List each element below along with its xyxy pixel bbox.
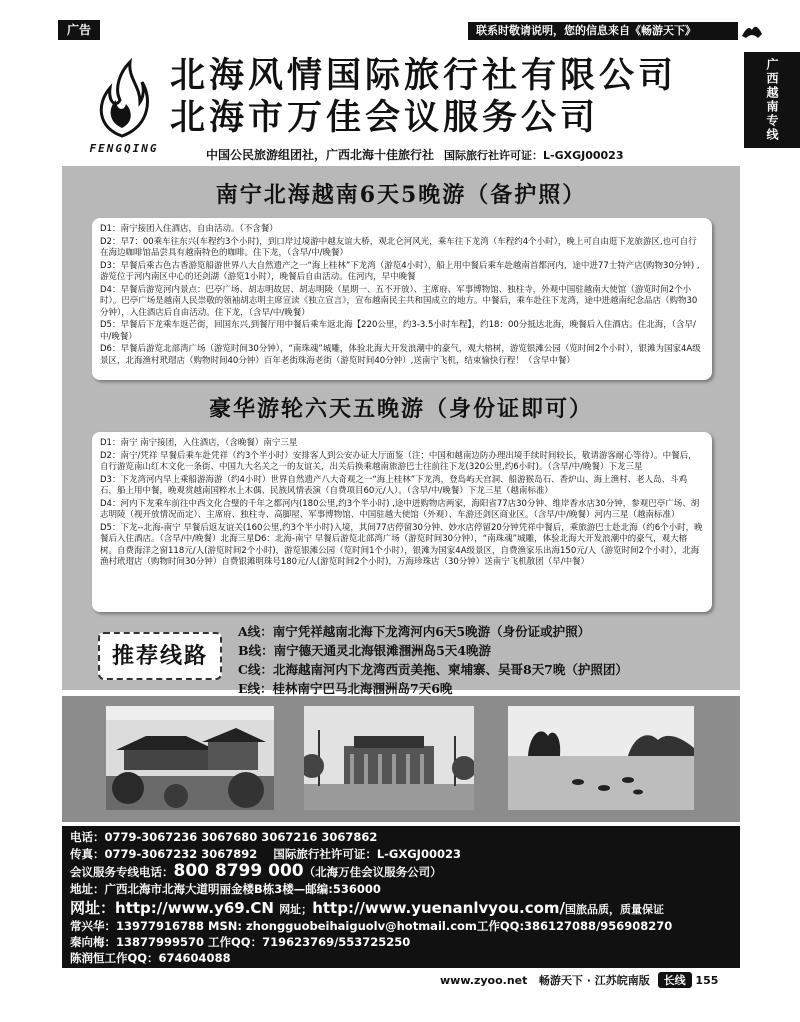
itinerary-day: D4：早餐后游览河内景点：巴亭广场、胡志明故居、胡志明陵（星期一、五不开放）、主席府、军事博物馆、独柱寺，外观中国驻越南大使馆（游览时间2个小时）。巴亭广场是越南人民崇敬的领袖胡志明主席宣读《独立宣言》，宣布越南民主共和国成立的地方。中餐后，乘车赴往下龙湾，途中进越南纪念品店（购物30分钟），入住酒店后自由活动。住下龙，（含早/中/晚餐）	[100, 284, 698, 318]
header-subtitle	[206, 146, 624, 163]
web-link-2[interactable]: http://www.yuenanlvyou.com/	[312, 899, 566, 917]
web-label: 网址：	[70, 899, 116, 917]
fax-label: 传真：	[70, 847, 105, 861]
logo-icon	[740, 20, 764, 42]
meeting-line	[70, 861, 442, 881]
route-item: A线：南宁凭祥越南北海下龙湾河内6天5晚游（身份证或护照）	[238, 624, 591, 639]
itinerary-day: D5：早餐后下龙乘车返芒街，回国东兴,到餐厅用中餐后乘车返北海【220公里，约3-3.5小时车程】，约18：00分抵达北海，晚餐后入住酒店。住北海，（含早/中/晚餐）	[100, 320, 696, 342]
fax-license: 国际旅行社许可证：L-GXGJ00023	[273, 847, 461, 861]
itinerary-day: D3：早餐后乘古色古香游览船游世界八大自然遗产之一“海上桂林”下龙湾（游览4小时），船上用中餐后乘车赴越南首都河内，途中进77士特产店(购物30分钟) ,游览位于河内南区中心的还剑湖（游览1小时），晚餐后自由活动。住河内，早中晚餐	[100, 260, 700, 282]
tour-title-1: 南宁北海越南6天5晚游（备护照）	[215, 182, 587, 208]
contact-line: 秦向梅：13877999570 工作QQ：719623769/553725250	[70, 935, 411, 949]
itinerary-day: D3：下龙湾河内早上乘船游海游（约4小时）世界自然遗产八大奇观之一“海上桂林”下龙湾，登岛屿天宫洞、船游猴岛石、香炉山、海上渔村、老人岛、斗鸡石，船上用中餐，晚观赏越南国粹水上木偶、民族风情表演（自费项目60元/人）。（含早/中/晚餐）下龙三星（越南标准）	[100, 474, 688, 496]
itinerary-day: D4：河内下龙乘车前往中西文化合璧的千年之都河内(180公里,约3个半小时) ,途中进购物店两家，海阳省77店30分钟、维岸香水店30分钟，参观巴亭广场、胡志明陵（视开放情况而定）、主席府、独柱寺、高脚屋、军事博物馆、中国驻越大使馆（外观）、车游还剑区商业区。（含早/中/晚餐）河内三星（越南标准）	[100, 498, 700, 520]
web-link-1[interactable]: http://www.y69.CN	[115, 899, 274, 917]
web-slogan: 国旅品质，质量保证	[565, 903, 665, 916]
phone-line	[70, 830, 377, 845]
itinerary-day: D5：下龙--北海-南宁 早餐后返友谊关(160公里,约3个半小时)入境，其间77店停留30分钟、妙水店停留20分钟凭祥中餐后，乘旅游巴士赴北海（约6个小时，晚餐后入住酒店。（含早/中/晚餐）北海三星D6：北海-南宁 早餐后游览北部湾广场（游览时间30分钟），“南珠魂”城雕，体验北海大开发浪潮中的豪气，观大榕树。自费海洋之窗118元/人(游览时间2个小时)，游览银滩公园（览时间1个小时），银滩为国家4A级景区，自费渔家乐出海150元/人（游览时间2个小时），北海渔村玳瑁店（购物时间30分钟）自费银滩明珠号180元/人(游览时间2个小时)，万海珍珠店（30分钟）送南宁飞机散团（早/中餐）	[100, 522, 703, 567]
itinerary-box-2	[92, 432, 712, 612]
address-label: 地址：	[70, 882, 105, 896]
phone-numbers: 0779-3067236 3067680 3067216 3067862	[104, 830, 378, 844]
page-footer	[440, 972, 718, 988]
route-item: E线：桂林南宁巴马北海涠洲岛7天6晚	[238, 681, 453, 696]
meeting-company: （北海万佳会议服务公司）	[303, 865, 442, 879]
itinerary-day: D2：南宁/凭祥 早餐后乘车赴凭祥（约3个半小时）安排客人到公安办证大厅面鉴（注：中国和越南边防办理出境手续时间较长，敬请游客耐心等待）。中餐后，自行游览南山红木文化一条街、中国九大名关之一的友谊关，出关后换乘越南旅游巴士往前往下龙(320公里,约6小时)。（含早/中/晚餐）下龙三星	[100, 450, 697, 472]
side-tab: 广西越南专线	[744, 52, 800, 148]
logo-wordmark: FENGQING	[89, 142, 159, 155]
web-line	[70, 901, 664, 917]
recommend-label: 推荐线路	[98, 632, 222, 680]
company-name-1: 北海风情国际旅行社有限公司	[170, 55, 678, 96]
contact-line: 常兴华：13977916788 MSN: zhongguobeihaiguolv@hotmail.com工作QQ:386127088/956908270	[70, 919, 673, 933]
company-name-2: 北海市万佳会议服务公司	[170, 97, 600, 138]
source-notice: 联系时敬请说明，您的信息来自《畅游天下》	[468, 22, 738, 40]
photo-band	[62, 696, 740, 822]
route-item: C线：北海越南河内下龙湾西贡美拖、柬埔寨、吴哥8天7晚（护照团）	[238, 662, 628, 677]
top-strip	[0, 0, 800, 44]
web-label-2: 网址；	[279, 903, 313, 916]
page-number: 155	[695, 974, 719, 987]
ad-tag: 广告	[58, 20, 100, 40]
company-logo	[72, 54, 172, 156]
photo-pavilion-garden	[106, 706, 274, 810]
flame-logo-icon	[90, 58, 154, 138]
address-text: 广西北海市北海大道明丽金楼B栋3楼—邮编:536000	[104, 882, 381, 896]
itinerary-panel	[62, 166, 740, 696]
photo-halong-bay	[508, 706, 694, 810]
license-number: 国际旅行社许可证：L-GXGJ00023	[444, 149, 624, 162]
route-item: B线：南宁德天通灵北海银滩涠洲岛5天4晚游	[238, 643, 491, 658]
agency-credentials: 中国公民旅游组团社，广西北海十佳旅行社	[206, 148, 435, 162]
tour-title-2: 豪华游轮六天五晚游（身份证即可）	[208, 396, 593, 422]
section-tag: 长线	[658, 972, 692, 988]
fax-line	[70, 847, 461, 862]
contact-footer	[62, 826, 740, 968]
itinerary-day: D1：南宁接团入住酒店，自由活动。（不含餐）	[100, 224, 278, 234]
photo-mausoleum	[304, 706, 474, 810]
meeting-label: 会议服务专线电话：	[70, 865, 174, 879]
site-url[interactable]: www.zyoo.net	[440, 974, 528, 987]
phone-label: 电话：	[70, 830, 105, 844]
fax-numbers: 0779-3067232 3067892	[104, 847, 258, 861]
publication-name: 畅游天下 · 江苏皖南版	[538, 974, 650, 987]
itinerary-day: D2：早7：00乘车往东兴(车程约3个小时)，到口岸过境游中越友谊大桥，观北仑河风光，乘车往下龙湾（车程约4个小时），晚上可自由逛下龙旅游区,也可自行在海边咖啡馆品尝具有越南特色的咖啡。住下龙，（含早/中/晚餐）	[100, 236, 697, 258]
itinerary-box-1	[92, 218, 712, 380]
route-list	[238, 622, 738, 698]
meeting-phone: 800 8799 000	[173, 861, 304, 881]
address-line	[70, 882, 381, 897]
itinerary-day: D1：南宁 南宁接团，入住酒店，（含晚餐）南宁三星	[100, 438, 298, 448]
contact-line: 陈润恒工作QQ：674604088	[70, 951, 231, 965]
itinerary-day: D6：早餐后游览北部湾广场（游览时间30分钟），“南珠魂”城雕，体验北海大开发浪潮中的豪气，观大榕树，游览银滩公园（览时间2个小时），银滩为国家4A级景区，北海渔村玳瑁店（购物时间40分钟）百年老街珠海老街（游览时间40分钟）,送南宁飞机，结束愉快行程！（含早中餐）	[100, 344, 701, 366]
